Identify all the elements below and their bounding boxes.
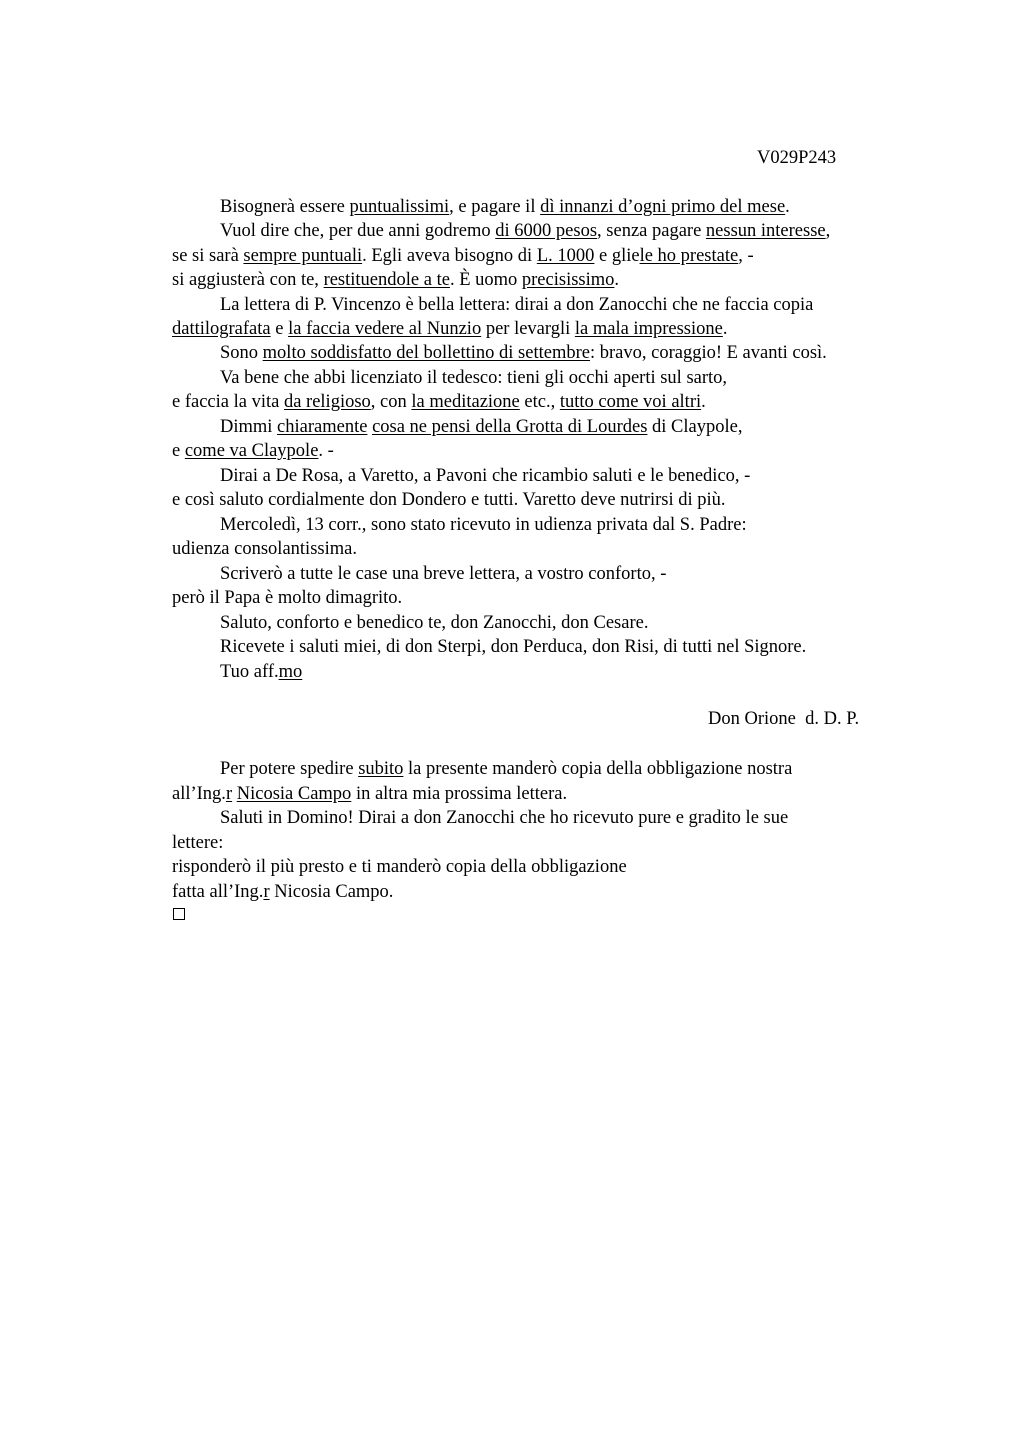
underlined-text: r [225,784,233,804]
text-line [220,220,830,242]
underlined-text: nessun interesse [705,221,826,241]
text-line [172,489,726,511]
underlined-text: L. 1000 [536,246,595,266]
text-segment: , con [370,392,412,412]
text-segment: Saluti in Domino! Dirai a don Zanocchi che ho ricevuto pure e gradito le sue [220,808,789,828]
text-segment: per levargli [481,319,575,339]
text-segment: Va bene che abbi licenziato il tedesco: tieni gli occhi aperti sul sarto, [220,368,728,388]
text-segment: Sono [220,343,263,363]
underlined-text: chiaramente [277,417,368,437]
text-segment: fatta all’Ing. [172,882,264,902]
text-segment: Mercoledì, 13 corr., sono stato ricevuto in udienza privata dal S. Padre: [220,515,747,535]
underlined-text: tutto come voi altri [559,392,702,412]
text-line [220,294,813,316]
text-segment: . [701,392,706,412]
text-line [172,881,393,903]
underlined-text: mo [278,662,303,682]
underlined-text: dattilografata [172,319,271,339]
text-segment: e così saluto cordialmente don Dondero e tutti. Varetto deve nutrirsi di più. [172,490,726,510]
text-segment: Saluto, conforto e benedico te, don Zanocchi, don Cesare. [220,613,649,633]
text-line [220,367,727,389]
text-segment: , [825,221,831,241]
underlined-text: precisissimo [521,270,615,290]
text-segment: Per potere spedire [220,759,359,779]
text-segment: e [270,319,289,339]
text-line [172,391,706,413]
text-segment: , e pagare il [449,197,541,217]
text-line [172,783,567,805]
text-line [220,563,666,585]
text-line [220,514,747,536]
underlined-text: dì innanzi d’ogni primo del mese [540,197,786,217]
text-segment: , senza pagare [597,221,706,241]
text-line [172,440,334,462]
text-line [220,807,788,829]
text-segment: . [785,197,790,217]
text-line [220,465,750,487]
text-segment: Bisognerà essere [220,197,350,217]
underlined-text: puntualissimi [349,197,450,217]
text-segment: Dirai a De Rosa, a Varetto, a Pavoni che ricambio saluti e le benedico, - [220,466,751,486]
text-segment: . È uomo [449,270,522,290]
text-segment: si aggiusterà con te, [172,270,324,290]
text-segment: Scriverò a tutte le case una breve lettera, a vostro conforto, - [220,564,667,584]
text-segment: Ricevete i saluti miei, di don Sterpi, don Perduca, don Risi, di tutti nel Signore. [220,637,807,657]
text-segment: Dimmi [220,417,278,437]
text-segment: Nicosia Campo. [269,882,394,902]
underlined-text: sempre puntuali [243,246,363,266]
text-line [220,758,792,780]
text-segment: però il Papa è molto dimagrito. [172,588,403,608]
text-line [220,416,742,438]
text-line [172,856,627,878]
underlined-text: subito [358,759,404,779]
underlined-text: molto soddisfatto del bollettino di settembre [262,343,590,363]
text-segment: lettere: [172,833,224,853]
underlined-text: come va Claypole [184,441,319,461]
underlined-text: r [263,882,270,902]
underlined-text: cosa ne pensi della Grotta di Lourdes [372,417,648,437]
text-segment: in altra mia prossima lettera. [351,784,568,804]
text-segment: . [722,319,728,339]
text-line [220,636,806,658]
text-segment: Tuo aff. [220,662,279,682]
underlined-text: da religioso [283,392,371,412]
text-line [220,612,648,634]
text-segment: di Claypole, [647,417,743,437]
text-segment: . Egli aveva bisogno di [362,246,537,266]
text-segment: e faccia la vita [172,392,284,412]
text-line [172,318,727,340]
text-segment: e [172,441,185,461]
underlined-text: le ho prestate [639,246,739,266]
text-segment: Vuol dire che, per due anni godremo [220,221,496,241]
text-line [172,832,223,854]
text-segment: se si sarà [172,246,244,266]
signature: Don Orione d. D. P. [708,709,860,729]
text-segment: etc., [519,392,560,412]
text-line [220,661,302,683]
page-id: V029P243 [757,148,837,168]
text-segment: La lettera di P. Vincenzo è bella lettera: dirai a don Zanocchi che ne faccia copia [220,295,814,315]
text-segment: . - [318,441,334,461]
text-line [172,587,402,609]
text-segment: all’Ing. [172,784,226,804]
text-line [220,342,827,364]
underlined-text: di 6000 pesos [495,221,598,241]
text-line [172,245,754,267]
text-line [172,538,357,560]
text-segment: la presente manderò copia della obbligazione nostra [403,759,793,779]
underlined-text: la meditazione [411,392,520,412]
checkbox-symbol [173,908,185,920]
underlined-text: Nicosia Campo [236,784,352,804]
text-segment: . [614,270,620,290]
underlined-text: la mala impressione [574,319,723,339]
text-segment: , - [738,246,754,266]
underlined-text: la faccia vedere al Nunzio [288,319,482,339]
text-segment: : bravo, coraggio! E avanti così. [589,343,827,363]
underlined-text: restituendole a te [323,270,450,290]
text-segment: risponderò il più presto e ti manderò copia della obbligazione [172,857,627,877]
text-line [220,196,790,218]
text-line [172,269,619,291]
text-segment: e glie [594,246,640,266]
text-segment: udienza consolantissima. [172,539,357,559]
